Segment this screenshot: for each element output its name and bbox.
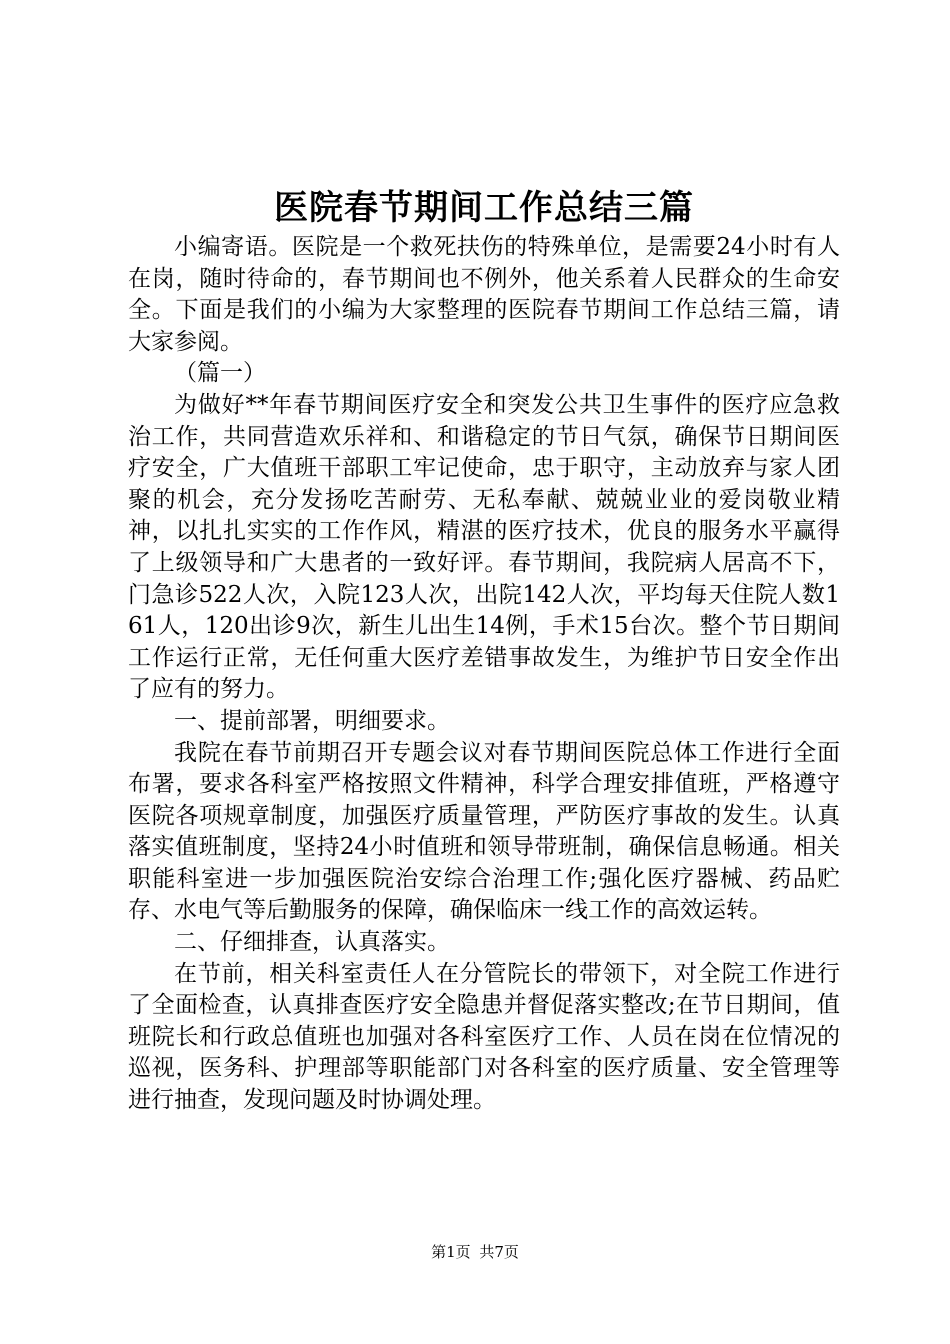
page-footer — [0, 1240, 950, 1264]
document-title: 医院春节期间工作总结三篇 — [274, 188, 694, 228]
section-heading-part-one: （篇一） — [174, 360, 266, 387]
page-number: 第1页 — [431, 1243, 471, 1261]
paragraph-deployment: 我院在春节前期召开专题会议对春节期间医院总体工作进行全面布署，要求各科室严格按照文件精神，科学合理安排值班，严格遵守医院各项规章制度，加强医疗质量管理，严防医疗事故的发生。认真落实值班制度，坚持24小时值班和领导带班制，确保信息畅通。相关职能科室进一步加强医院治安综合治理工作;强化医疗器械、药品贮存、水电气等后勤服务的保障，确保临床一线工作的高效运转。 — [128, 739, 840, 924]
document-page — [128, 0, 840, 1344]
paragraph-summary: 为做好**年春节期间医疗安全和突发公共卫生事件的医疗应急救治工作，共同营造欢乐祥和、和谐稳定的节日气氛，确保节日期间医疗安全，广大值班干部职工牢记使命，忠于职守，主动放弃与家人团聚的机会，充分发扬吃苦耐劳、无私奉献、兢兢业业的爱岗敬业精神，以扎扎实实的工作作风，精湛的医疗技术，优良的服务水平赢得了上级领导和广大患者的一致好评。春节期间，我院病人居高不下，门急诊522人次，入院123人次，出院142人次，平均每天住院人数161人，120出诊9次，新生儿出生14例，手术15台次。整个节日期间工作运行正常，无任何重大医疗差错事故发生，为维护节日安全作出了应有的努力。 — [128, 391, 840, 703]
document-body — [128, 232, 840, 1117]
paragraph-intro: 小编寄语。医院是一个救死扶伤的特殊单位，是需要24小时有人在岗，随时待命的，春节期间也不例外，他关系着人民群众的生命安全。下面是我们的小编为大家整理的医院春节期间工作总结三篇，请大家参阅。 — [128, 234, 840, 355]
page-total: 共7页 — [479, 1243, 519, 1261]
paragraph-inspection: 在节前，相关科室责任人在分管院长的带领下，对全院工作进行了全面检查，认真排查医疗安全隐患并督促落实整改;在节日期间，值班院长和行政总值班也加强对各科室医疗工作、人员在岗在位情况的巡视，医务科、护理部等职能部门对各科室的医疗质量、安全管理等进行抽查，发现问题及时协调处理。 — [128, 960, 840, 1114]
section-heading-two: 二、仔细排查，认真落实。 — [174, 929, 450, 956]
section-heading-one: 一、提前部署，明细要求。 — [174, 707, 450, 734]
